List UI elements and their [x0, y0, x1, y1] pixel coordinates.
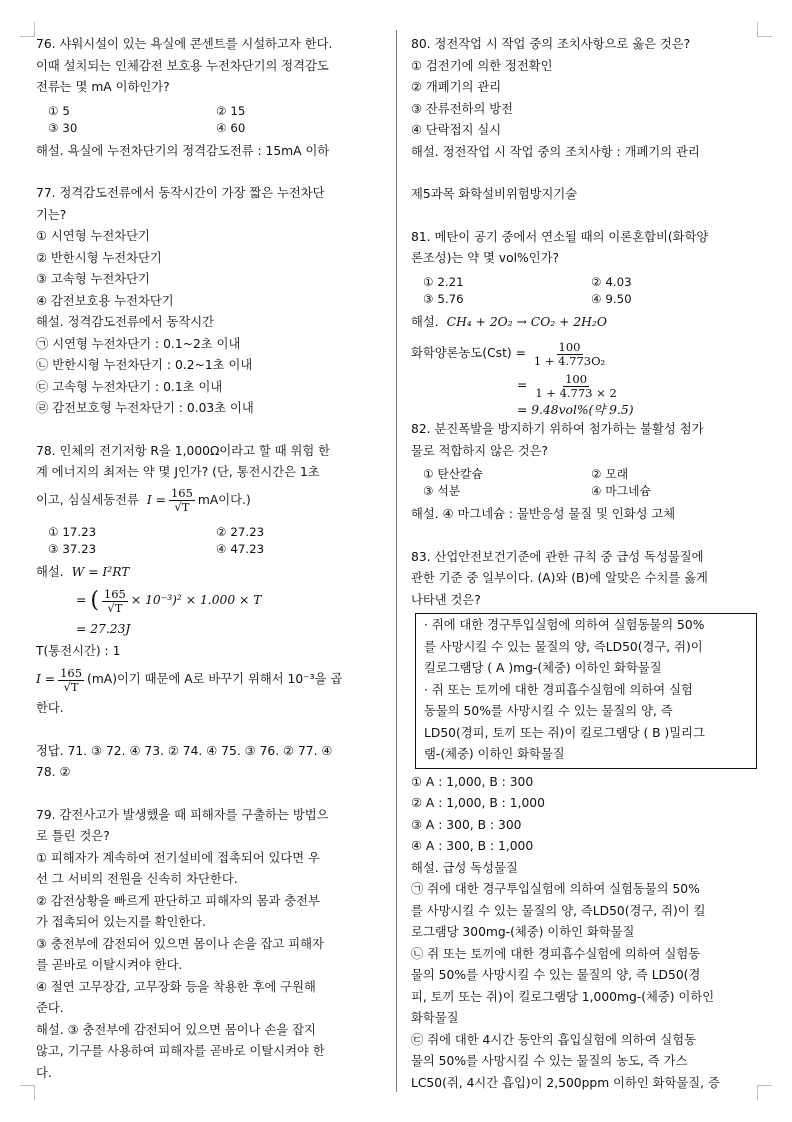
- explanation-text: T(통전시간) : 1: [36, 643, 121, 658]
- option-2: ② 27.23: [216, 524, 265, 539]
- option-3: ③ 잔류전하의 방전: [411, 101, 513, 116]
- explanation-formula: I = $\frac{165}{√T}$ (mA)이기 때문에 A로 바꾸기 위해서 10⁻³을 곱: [36, 665, 343, 694]
- option-2: ② 개폐기의 관리: [411, 80, 502, 94]
- explanation: 해설. ③ 충전부에 감전되어 있으면 몸이나 손을 잡지: [36, 1022, 316, 1037]
- question-79: [36, 805, 381, 1085]
- option-4: ④ 47.23: [216, 541, 265, 556]
- question-83: [411, 547, 756, 1095]
- explanation-item: ㉣ 감전보호형 누전차단기 : 0.03초 이내: [36, 401, 254, 415]
- option-1: ① 2.21: [423, 274, 464, 289]
- option-3: ③ 30: [48, 120, 78, 135]
- explanation: 를 사망시킬 수 있는 물질의 양, 즉LD50(경구, 쥐)이 킬: [411, 903, 706, 918]
- option-3: ③ 석분: [423, 484, 461, 498]
- option-4: ④ A : 300, B : 1,000: [411, 839, 534, 853]
- option-4: ④ 단락접지 실시: [411, 123, 502, 137]
- option-grid: [411, 466, 756, 500]
- answer-key: 정답. 71. ③ 72. ④ 73. ② 74. ④ 75. ③ 76. ② 77. ④ 78. ②: [36, 743, 333, 779]
- explanation-item: ㉠ 시연형 누전차단기 : 0.1~2초 이내: [36, 336, 241, 351]
- question-82: [411, 419, 756, 526]
- explanation-formula: = $\frac{100}{1 + 4.773 \times 2}$: [517, 371, 617, 400]
- explanation-formula: 해설. CH₄ + 2O₂ → CO₂ + 2H₂O: [411, 314, 607, 329]
- section-title: 제5과목 화학설비위험방지기술: [411, 187, 578, 201]
- explanation: 물의 50%를 사망시킬 수 있는 물질의 양, 즉 LD50(경: [411, 968, 701, 982]
- option-3: ③ 고속형 누전차단기: [36, 272, 150, 286]
- question-text: 관한 기준 중 일부이다. (A)와 (B)에 알맞은 수치를 옳게: [411, 571, 708, 585]
- option-4: ④ 마그네슘: [591, 484, 651, 498]
- fraction: $\frac{100}{\text{1 + 4.773O₂}}$: [533, 339, 606, 368]
- explanation: 해설. 정격감도전류에서 동작시간: [36, 315, 215, 329]
- explanation-item: ㉡ 반한시형 누전차단기 : 0.2~1초 이내: [36, 358, 253, 372]
- option-grid: [36, 103, 381, 137]
- option-1: ① 시연형 누전차단기: [36, 229, 150, 243]
- fraction: $\frac{165}{√T}$: [103, 586, 126, 615]
- explanation: ㉡ 쥐 또는 토끼에 대한 경피흡수실험에 의하여 실험동: [411, 946, 701, 961]
- question-text: 나타낸 것은?: [411, 592, 481, 607]
- explanation-formula: 화학양론농도(Cst) = $\frac{100}{\text{1 + 4.773O₂}}$: [411, 339, 606, 368]
- left-column: [36, 34, 381, 1084]
- explanation: 해설. 정전작업 시 작업 중의 조치사항 : 개폐기의 관리: [411, 144, 700, 159]
- explanation: 않고, 기구를 사용하여 피해자를 곧바로 이탈시켜야 한: [36, 1044, 325, 1058]
- explanation: 다.: [36, 1065, 52, 1080]
- explanation-item: ㉢ 고속형 누전차단기 : 0.1초 이내: [36, 379, 223, 394]
- fraction: $\frac{165}{√T}$: [170, 486, 193, 514]
- explanation-formula: 해설. W = I²RT: [36, 564, 130, 579]
- question-text: 83. 산업안전보건기준에 관한 규칙 중 급성 독성물질에: [411, 549, 704, 564]
- explanation: 해설. ④ 마그네슘 : 물반응성 물질 및 인화성 고체: [411, 507, 676, 521]
- option-grid: [411, 274, 756, 308]
- explanation: 로그램당 300mg-(체중) 이하인 화학물질: [411, 925, 635, 939]
- explanation: 해설. 욕실에 누전차단기의 정격감도전류 : 15mA 이하: [36, 143, 330, 158]
- right-column: [411, 34, 756, 1094]
- question-text: 계 에너지의 최저는 약 몇 J인가? (단, 통전시간은 1초: [36, 465, 320, 479]
- question-text: 이때 설치되는 인체감전 보호용 누전차단기의 정격감도: [36, 58, 329, 73]
- option-1: ① 탄산칼슘: [423, 467, 483, 481]
- option-3: ③ 37.23: [48, 541, 97, 556]
- question-text: 81. 메탄이 공기 중에서 연소될 때의 이론혼합비(화학양: [411, 229, 709, 244]
- explanation: 화학물질: [411, 1011, 459, 1025]
- crop-mark-top-left: [20, 22, 35, 37]
- explanation: ㉠ 쥐에 대한 경구투입실험에 의하여 실험동물의 50%: [411, 882, 700, 896]
- option-2: ② 반한시형 누전차단기: [36, 250, 162, 265]
- option-4: ④ 감전보호용 누전차단기: [36, 293, 174, 308]
- crop-mark-bottom-right: [757, 1085, 772, 1100]
- option-2: ② 모래: [591, 467, 629, 481]
- question-text: 물로 적합하지 않은 것은?: [411, 443, 549, 458]
- question-text: 로 틀린 것은?: [36, 829, 110, 843]
- explanation-text: 한다.: [36, 701, 64, 715]
- option-4: ④ 60: [216, 120, 246, 135]
- option-4: ④ 9.50: [591, 291, 632, 306]
- question-text: 기는?: [36, 207, 67, 222]
- explanation: ㉢ 쥐에 대한 4시간 동안의 흡입실험에 의하여 실험동: [411, 1032, 697, 1047]
- question-text: 82. 분진폭발을 방지하기 위하여 첨가하는 불활성 첨가: [411, 422, 704, 436]
- explanation-formula: = 27.23J: [76, 622, 131, 636]
- explanation-formula: = 9.48vol%(약 9.5): [517, 403, 634, 417]
- question-78: [36, 441, 381, 720]
- option-2: ② A : 1,000, B : 1,000: [411, 796, 545, 810]
- option-3: ③ A : 300, B : 300: [411, 817, 522, 832]
- fraction: $\frac{100}{1 + 4.773 \times 2}$: [535, 371, 617, 400]
- explanation: 피, 토끼 또는 쥐)이 킬로그램당 1,000mg-(체중) 이하인: [411, 989, 715, 1004]
- fraction: $\frac{165}{√T}$: [60, 665, 83, 694]
- question-80: [411, 34, 756, 163]
- option-3: ③ 5.76: [423, 291, 464, 306]
- option-1: ① 검전기에 의한 정전확인: [411, 58, 553, 73]
- option-2-cont: 가 접촉되어 있는지를 확인한다.: [36, 915, 207, 929]
- option-3: ③ 충전부에 감전되어 있으면 몸이나 손을 잡고 피해자: [36, 936, 324, 951]
- question-76: [36, 34, 381, 162]
- criteria-box: · 쥐에 대한 경구투입실험에 의하여 실험동물의 50% 를 사망시킬 수 있는 물질의 양, 즉LD50(경구, 쥐)이 킬로그램당 ( A )mg-(체중) 이하인 화학물질 · 쥐 또는 토끼에 대한 경피흡수실험에 의하여 실험 동물의 50%를 사망시킬 수 있는 물질의 양, 즉 LD50(경피, 토끼 또는 쥐)이 킬로그램당 ( B )밀리그 램-(체중) 이하인 화학물질: [415, 613, 757, 769]
- option-4: ④ 절연 고무장갑, 고무장화 등을 착용한 후에 구원해: [36, 979, 316, 994]
- explanation: 물의 50%를 사망시킬 수 있는 물질의 농도, 즉 가스: [411, 1054, 688, 1068]
- question-text: 76. 샤워시설이 있는 욕실에 콘센트를 시설하고자 한다.: [36, 37, 333, 51]
- explanation-formula: = ( $\frac{165}{√T}$ × 10⁻³)² × 1.000 × T: [76, 586, 262, 615]
- option-1-cont: 선 그 서비의 전원을 신속히 차단한다.: [36, 872, 238, 886]
- question-text: 77. 정격감도전류에서 동작시간이 가장 짧은 누전차단: [36, 186, 325, 200]
- option-4-cont: 준다.: [36, 1001, 64, 1015]
- question-text: 전류는 몇 mA 이하인가?: [36, 80, 170, 94]
- question-text: 78. 인체의 전기저항 R을 1,000Ω이라고 할 때 위험 한: [36, 443, 331, 458]
- option-3-cont: 를 곧바로 이탈시켜야 한다.: [36, 958, 183, 972]
- option-2: ② 감전상황을 빠르게 판단하고 피해자의 몸과 충전부: [36, 893, 320, 908]
- crop-mark-bottom-left: [20, 1085, 35, 1100]
- question-text: 론조성)는 약 몇 vol%인가?: [411, 251, 559, 265]
- question-text: 80. 정전작업 시 작업 중의 조치사항으로 옳은 것은?: [411, 37, 691, 51]
- question-text-formula: 이고, 심실세동전류 I = $\frac{165}{√T}$ mA이다.): [36, 486, 251, 514]
- explanation: LC50(쥐, 4시간 흡입)이 2,500ppm 이하인 화학물질, 증: [411, 1075, 720, 1090]
- option-1: ① 17.23: [48, 524, 97, 539]
- question-text: 79. 감전사고가 발생했을 때 피해자를 구출하는 방법으: [36, 807, 329, 822]
- question-77: [36, 183, 381, 420]
- question-81: [411, 227, 756, 420]
- option-2: ② 4.03: [591, 274, 632, 289]
- explanation: 해설. 급성 독성물질: [411, 860, 518, 875]
- option-2: ② 15: [216, 103, 246, 118]
- option-1: ① 5: [48, 103, 70, 118]
- option-1: ① 피해자가 계속하여 전기설비에 접촉되어 있다면 우: [36, 850, 320, 865]
- column-divider: [396, 30, 397, 1092]
- option-1: ① A : 1,000, B : 300: [411, 774, 534, 789]
- crop-mark-top-right: [757, 22, 772, 37]
- option-grid: [36, 524, 381, 558]
